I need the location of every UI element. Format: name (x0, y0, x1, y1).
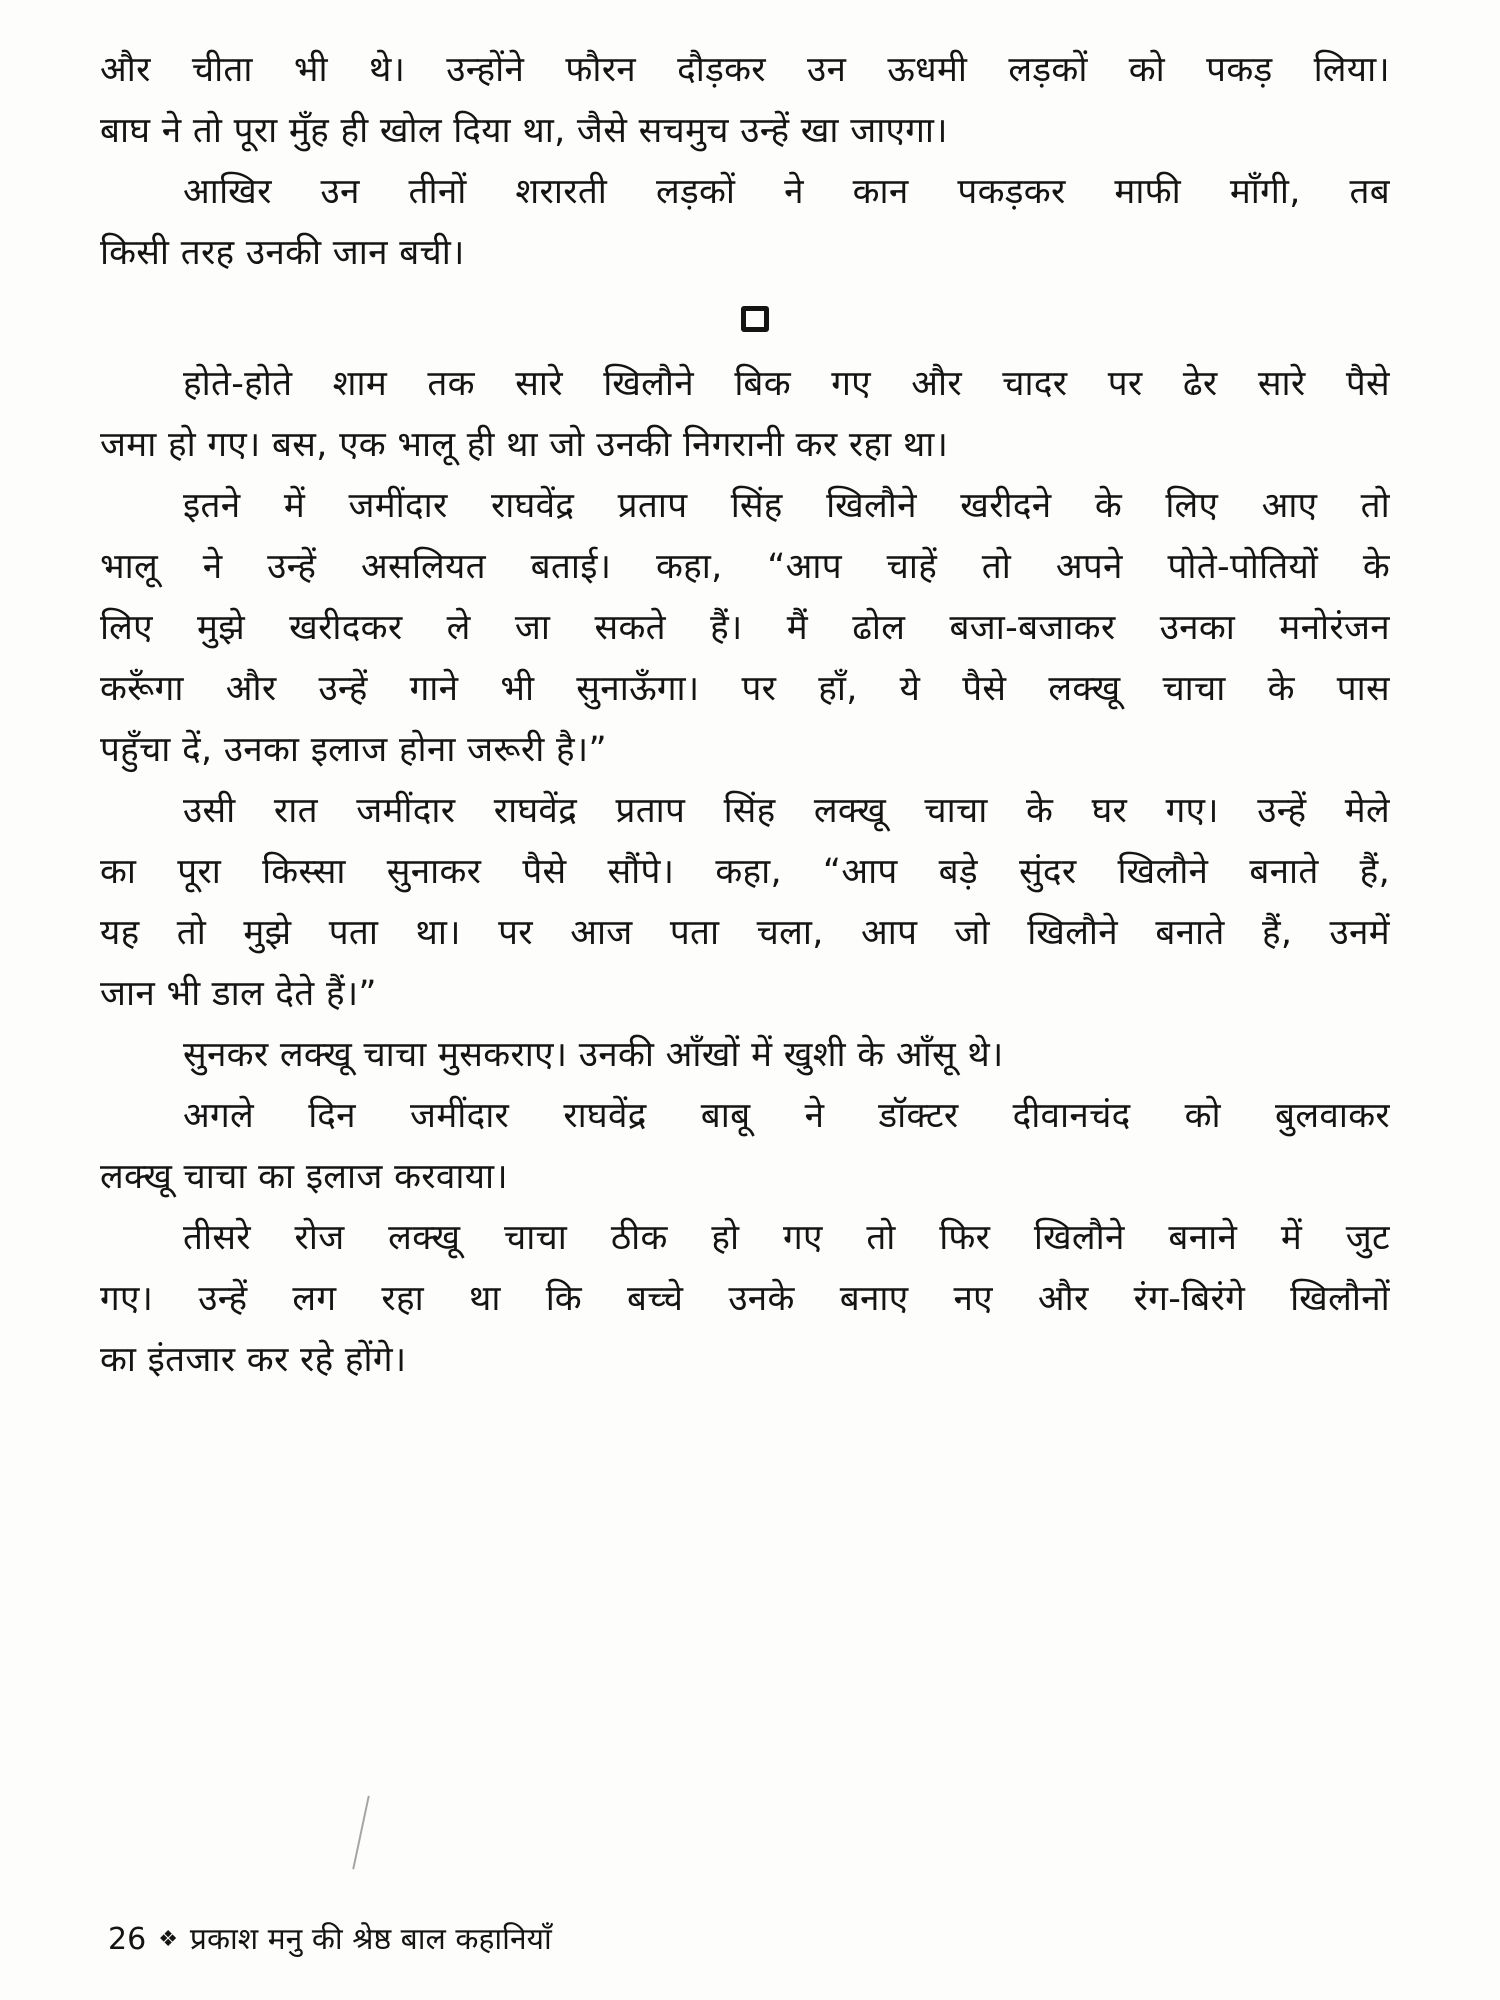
text-line: उसी रात जमींदार राघवेंद्र प्रताप सिंह लक्खू चाचा के घर गए। उन्हें मेले (183, 791, 1390, 831)
square-separator-icon (741, 306, 769, 332)
text-line: लक्खू चाचा का इलाज करवाया। (100, 1157, 508, 1197)
paragraph (100, 354, 1390, 476)
text-line: आखिर उन तीनों शरारती लड़कों ने कान पकड़कर माफी माँगी, तब (183, 172, 1390, 212)
text-line: का इंतजार कर रहे होंगे। (100, 1340, 407, 1380)
text-line: भालू ने उन्हें असलियत बताई। कहा, “आप चाहें तो अपने पोते-पोतियों के (100, 547, 1390, 587)
text-line: जमा हो गए। बस, एक भालू ही था जो उनकी निगरानी कर रहा था। (100, 425, 949, 465)
text-line: यह तो मुझे पता था। पर आज पता चला, आप जो खिलौने बनाते हैं, उनमें (100, 913, 1390, 953)
text-line: गए। उन्हें लग रहा था कि बच्चे उनके बनाए नए और रंग-बिरंगे खिलौनों (100, 1279, 1390, 1319)
text-line: सुनकर लक्खू चाचा मुसकराए। उनकी आँखों में खुशी के आँसू थे। (183, 1035, 1004, 1075)
book-title: प्रकाश मनु की श्रेष्ठ बाल कहानियाँ (189, 1922, 552, 1957)
text-line: का पूरा किस्सा सुनाकर पैसे सौंपे। कहा, “आप बड़े सुंदर खिलौने बनाते हैं, (100, 852, 1390, 892)
text-line: पहुँचा दें, उनका इलाज होना जरूरी है।” (100, 730, 607, 770)
page-footer (108, 1920, 552, 1960)
text-line: लिए मुझे खरीदकर ले जा सकते हैं। मैं ढोल बजा-बजाकर उनका मनोरंजन (100, 608, 1390, 648)
page-number: 26 (108, 1922, 147, 1957)
paragraph (100, 40, 1390, 162)
footer-diamond-icon: ❖ (158, 1927, 178, 1952)
text-line: जान भी डाल देते हैं।” (100, 974, 377, 1014)
paragraph (100, 476, 1390, 781)
text-line: इतने में जमींदार राघवेंद्र प्रताप सिंह खिलौने खरीदने के लिए आए तो (183, 486, 1390, 526)
story-text (100, 40, 1390, 1391)
paragraph (100, 1086, 1390, 1208)
text-line: तीसरे रोज लक्खू चाचा ठीक हो गए तो फिर खिलौने बनाने में जुट (183, 1218, 1390, 1258)
text-line: और चीता भी थे। उन्होंने फौरन दौड़कर उन ऊधमी लड़कों को पकड़ लिया। (100, 50, 1390, 90)
text-line: होते-होते शाम तक सारे खिलौने बिक गए और चादर पर ढेर सारे पैसे (183, 364, 1390, 404)
section-separator (100, 284, 1390, 354)
paragraph (100, 1208, 1390, 1391)
text-line: किसी तरह उनकी जान बची। (100, 233, 465, 273)
scan-scratch-mark (352, 1796, 370, 1870)
paragraph (100, 781, 1390, 1025)
paragraph (100, 1025, 1390, 1086)
text-line: अगले दिन जमींदार राघवेंद्र बाबू ने डॉक्टर दीवानचंद को बुलवाकर (183, 1096, 1390, 1136)
text-line: करूँगा और उन्हें गाने भी सुनाऊँगा। पर हाँ, ये पैसे लक्खू चाचा के पास (100, 669, 1390, 709)
paragraph (100, 162, 1390, 284)
text-line: बाघ ने तो पूरा मुँह ही खोल दिया था, जैसे सचमुच उन्हें खा जाएगा। (100, 111, 948, 151)
